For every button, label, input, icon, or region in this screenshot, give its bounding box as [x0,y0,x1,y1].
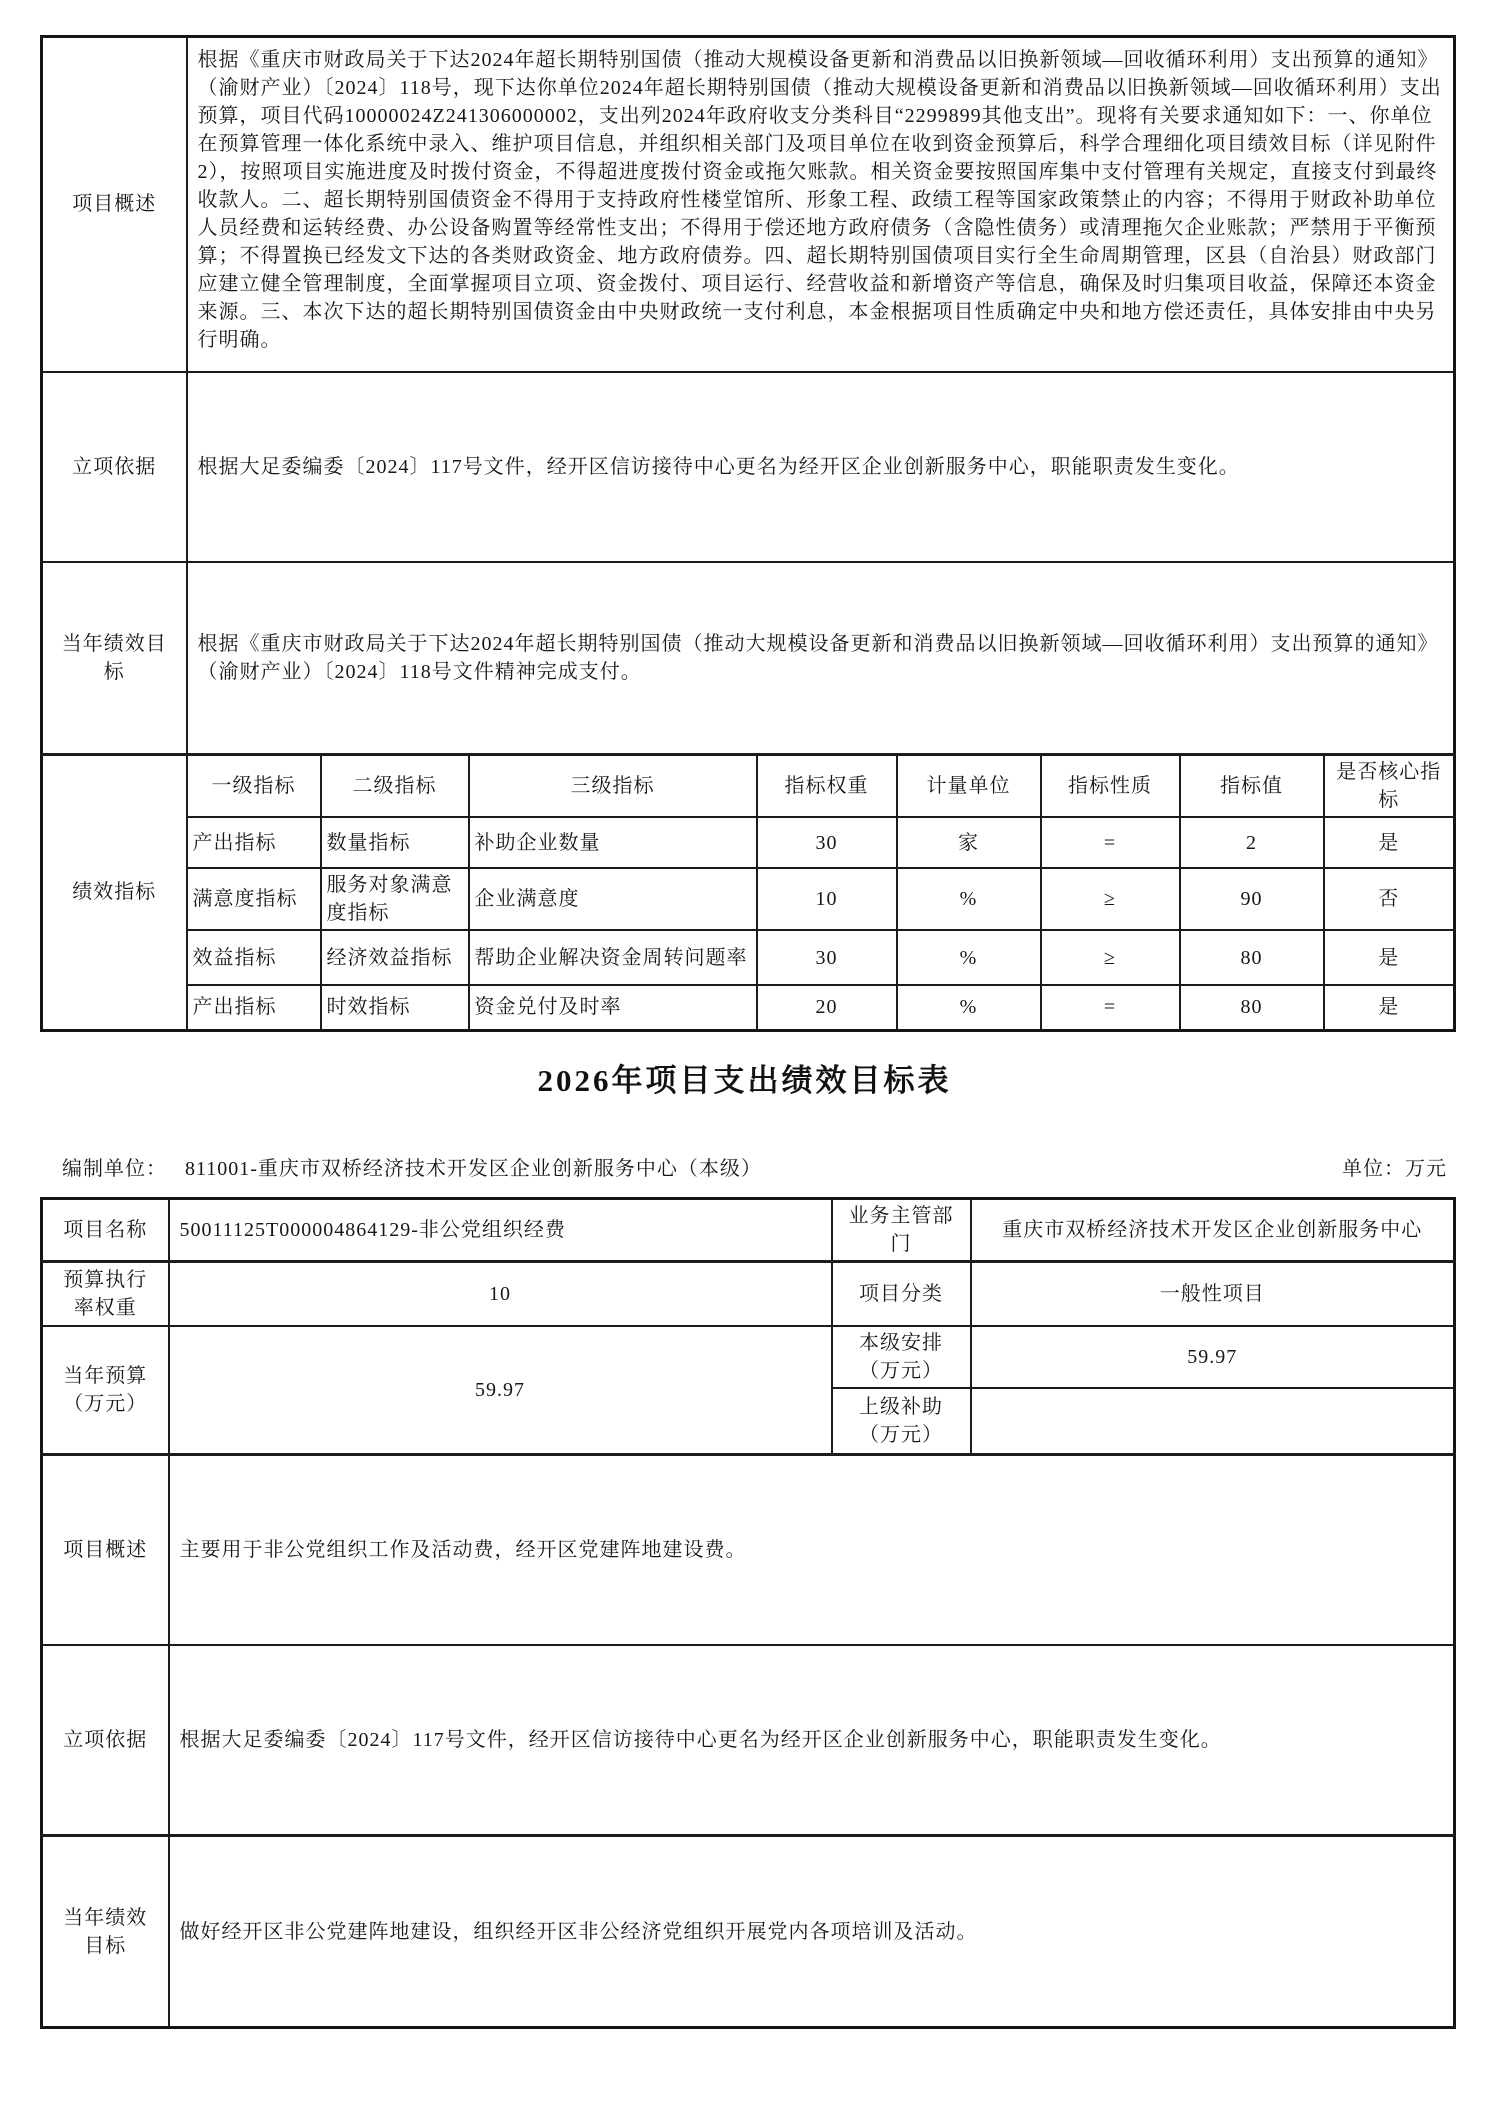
project-basis-label: 立项依据 [42,1645,169,1836]
indicator-cell: 20 [757,985,897,1030]
indicator-header-level3: 三级指标 [469,755,757,818]
category-label: 项目分类 [832,1262,971,1326]
indicator-cell: % [897,930,1041,985]
indicator-header-nature: 指标性质 [1041,755,1180,818]
annual-budget-label: 当年预算（万元） [42,1326,169,1455]
indicator-cell: 资金兑付及时率 [469,985,757,1030]
dept-value: 重庆市双桥经济技术开发区企业创新服务中心 [971,1199,1455,1262]
indicator-cell: 是 [1324,930,1455,985]
indicator-cell: 90 [1180,868,1324,930]
annual-target-label: 当年绩效目标 [42,562,187,755]
indicator-cell: 产出指标 [187,817,321,868]
project-name-label: 项目名称 [42,1199,169,1262]
project-name-value: 50011125T000004864129-非公党组织经费 [169,1199,832,1262]
indicator-row [42,817,1455,868]
page-title: 2026年项目支出绩效目标表 [537,1063,952,1098]
indicator-cell: 服务对象满意度指标 [321,868,469,930]
indicator-cell: 效益指标 [187,930,321,985]
indicator-section-label: 绩效指标 [42,755,187,1031]
local-arrangement-label: 本级安排（万元） [832,1326,971,1388]
prepared-by-label: 编制单位： [62,1158,167,1180]
indicator-cell: 是 [1324,985,1455,1030]
indicator-cell: 时效指标 [321,985,469,1030]
indicator-cell: 企业满意度 [469,868,757,930]
annual-target-label: 当年绩效目标 [42,1836,169,2028]
indicator-header-core: 是否核心指标 [1324,755,1455,818]
indicator-header-unit: 计量单位 [897,755,1041,818]
indicator-cell: 满意度指标 [187,868,321,930]
indicator-cell: ≥ [1041,868,1180,930]
performance-target-table-upper [40,35,1456,1032]
indicator-cell: = [1041,817,1180,868]
annual-target-text: 做好经开区非公党建阵地建设，组织经开区非公经济党组织开展党内各项培训及活动。 [169,1836,1455,2028]
indicator-cell: 帮助企业解决资金周转问题率 [469,930,757,985]
indicator-cell: 否 [1324,868,1455,930]
indicator-header-level1: 一级指标 [187,755,321,818]
indicator-cell: % [897,985,1041,1030]
indicator-cell: 是 [1324,817,1455,868]
project-basis-text: 根据大足委编委〔2024〕117号文件，经开区信访接待中心更名为经开区企业创新服务中心，职能职责发生变化。 [169,1645,1455,1836]
exec-rate-value: 10 [169,1262,832,1326]
indicator-cell: 80 [1180,985,1324,1030]
indicator-cell: 30 [757,817,897,868]
indicator-cell: % [897,868,1041,930]
indicator-header-weight: 指标权重 [757,755,897,818]
indicator-cell: 30 [757,930,897,985]
indicator-cell: 经济效益指标 [321,930,469,985]
project-overview-text: 主要用于非公党组织工作及活动费，经开区党建阵地建设费。 [169,1455,1455,1645]
indicator-cell: 补助企业数量 [469,817,757,868]
indicator-header-level2: 二级指标 [321,755,469,818]
indicator-cell: 数量指标 [321,817,469,868]
category-value: 一般性项目 [971,1262,1455,1326]
prepared-by-value: 811001-重庆市双桥经济技术开发区企业创新服务中心（本级） [185,1158,762,1180]
indicator-cell: 产出指标 [187,985,321,1030]
unit-note: 单位：万元 [1342,1158,1447,1180]
indicator-header-value: 指标值 [1180,755,1324,818]
meta-line [62,1152,1453,1181]
performance-target-table-lower [40,1197,1456,2029]
exec-rate-label: 预算执行率权重 [42,1262,169,1326]
indicator-cell: 家 [897,817,1041,868]
indicator-row [42,868,1455,930]
indicator-row [42,930,1455,985]
project-basis-text: 根据大足委编委〔2024〕117号文件，经开区信访接待中心更名为经开区企业创新服务中心，职能职责发生变化。 [187,372,1455,562]
project-overview-label: 项目概述 [42,1455,169,1645]
indicator-cell: 10 [757,868,897,930]
superior-subsidy-value [971,1388,1455,1455]
prepared-by [62,1152,762,1181]
local-arrangement-value: 59.97 [971,1326,1455,1388]
project-basis-label: 立项依据 [42,372,187,562]
indicator-cell: 80 [1180,930,1324,985]
indicator-cell: 2 [1180,817,1324,868]
annual-target-text: 根据《重庆市财政局关于下达2024年超长期特别国债（推动大规模设备更新和消费品以旧换新领域—回收循环利用）支出预算的通知》（渝财产业）〔2024〕118号文件精神完成支付。 [187,562,1455,755]
annual-budget-value: 59.97 [169,1326,832,1455]
superior-subsidy-label: 上级补助（万元） [832,1388,971,1455]
indicator-row [42,985,1455,1030]
indicator-cell: = [1041,985,1180,1030]
dept-label: 业务主管部门 [832,1199,971,1262]
indicator-cell: ≥ [1041,930,1180,985]
project-overview-label: 项目概述 [42,37,187,372]
project-overview-text: 根据《重庆市财政局关于下达2024年超长期特别国债（推动大规模设备更新和消费品以旧换新领域—回收循环利用）支出预算的通知》（渝财产业）〔2024〕118号，现下达你单位2024年超长期特别国债（推动大规模设备更新和消费品以旧换新领域—回收循环利用）支出预算，项目代码10000024Z241306000002，支出列2024年政府收支分类科目“2299899其他支出”。现将有关要求通知如下：一、你单位在预算管理一体化系统中录入、维护项目信息，并组织相关部门及项目单位在收到资金预算后，科学合理细化项目绩效目标（详见附件2），按照项目实施进度及时拨付资金，不得超进度拨付资金或拖欠账款。相关资金要按照国库集中支付管理有关规定，直接支付到最终收款人。二、超长期特别国债资金不得用于支持政府性楼堂馆所、形象工程、政绩工程等国家政策禁止的内容；不得用于财政补助单位人员经费和运转经费、办公设备购置等经常性支出；不得用于偿还地方政府债务（含隐性债务）或清理拖欠企业账款；严禁用于平衡预算；不得置换已经发文下达的各类财政资金、地方政府债券。四、超长期特别国债项目实行全生命周期管理，区县（自治县）财政部门应建立健全管理制度，全面掌握项目立项、资金拨付、项目运行、经营收益和新增资产等信息，确保及时归集项目收益，保障还本资金来源。三、本次下达的超长期特别国债资金由中央财政统一支付利息，本金根据项目性质确定中央和地方偿还责任，具体安排由中央另行明确。 [187,37,1455,372]
